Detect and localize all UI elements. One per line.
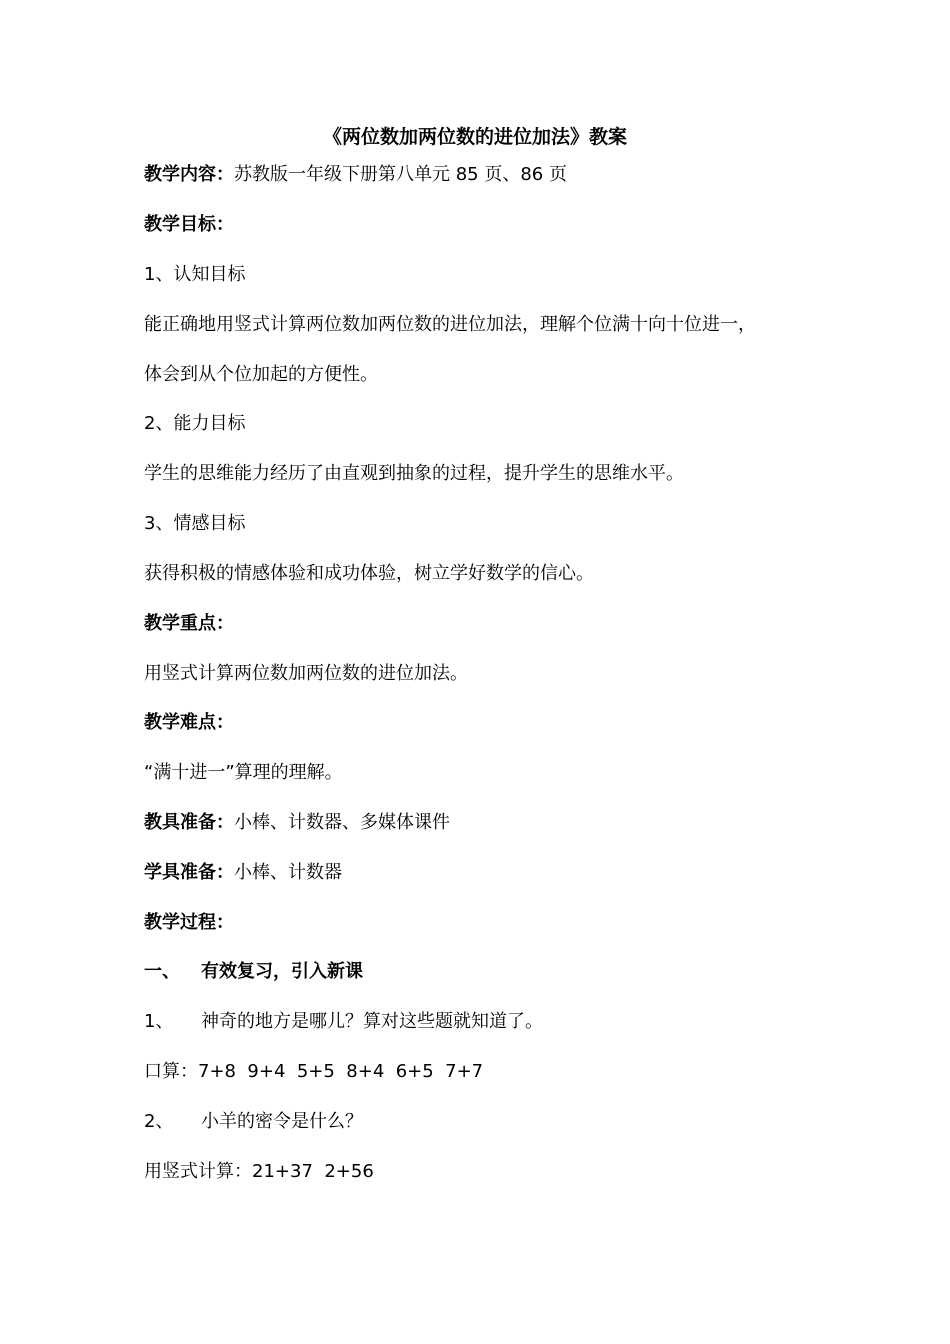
goal1-text-line1: 能正确地用竖式计算两位数加两位数的进位加法，理解个位满十向十位进一， [144,314,756,335]
document-title: 《两位数加两位数的进位加法》教案 [322,126,627,148]
teaching-content-value: 苏教版一年级下册第八单元 85 页、86 页 [234,164,567,185]
item2-number: 2、 [144,1111,174,1132]
teacher-tools-value: 小棒、计数器、多媒体课件 [234,812,450,833]
item1-text: 神奇的地方是哪儿？算对这些题就知道了。 [201,1011,543,1032]
item2-text: 小羊的密令是什么？ [201,1111,363,1132]
item2-line [144,1107,363,1137]
item1-line [144,1007,543,1037]
goal2-heading: 2、能力目标 [144,413,246,434]
section1-heading [144,957,363,987]
goal2-text: 学生的思维能力经历了由直观到抽象的过程，提升学生的思维水平。 [144,463,684,484]
difficulty-text: “满十进一”算理的理解。 [144,762,343,783]
process-label: 教学过程： [144,912,234,933]
student-tools-label: 学具准备： [144,862,234,883]
teaching-goals-label: 教学目标： [144,214,234,235]
goal3-text: 获得积极的情感体验和成功体验，树立学好数学的信心。 [144,563,594,584]
section1-title: 有效复习，引入新课 [201,961,363,982]
section1-number: 一、 [144,961,180,982]
teacher-tools-label: 教具准备： [144,812,234,833]
goal1-heading: 1、认知目标 [144,264,246,285]
goal3-heading: 3、情感目标 [144,513,246,534]
item1-number: 1、 [144,1011,174,1032]
key-point-text: 用竖式计算两位数加两位数的进位加法。 [144,663,468,684]
vertical-calculation-line: 用竖式计算：21+37 2+56 [144,1161,374,1182]
goal1-text-line2: 体会到从个位加起的方便性。 [144,364,378,385]
teaching-content-label: 教学内容： [144,164,234,185]
difficulty-label: 教学难点： [144,712,234,733]
student-tools-line [144,858,342,888]
teacher-tools-line [144,808,450,838]
key-point-label: 教学重点： [144,613,234,634]
oral-calculation-line: 口算：7+8 9+4 5+5 8+4 6+5 7+7 [144,1061,484,1082]
teaching-content-line [144,160,567,190]
student-tools-value: 小棒、计数器 [234,862,342,883]
